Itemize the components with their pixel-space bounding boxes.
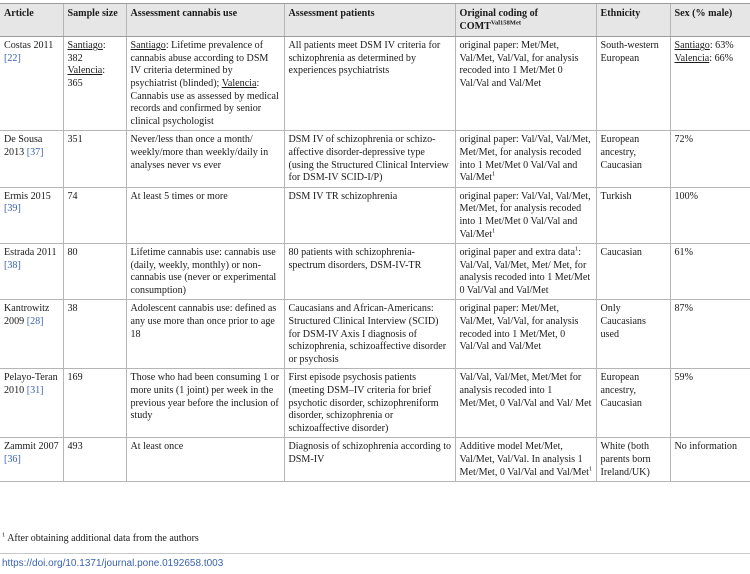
cell-sample-size [63, 37, 126, 131]
article-name: Costas 2011 [4, 40, 54, 52]
cell-assessment-patients: Caucasians and African-Americans: Structured Clinical Interview (SCID) for DSM-IV Axis I diagnosis of schizophrenia, schizoaffective disorder or psychosis [284, 300, 455, 369]
cell-article [0, 37, 63, 131]
cannabis-text: : Cannabis use as assessed by medical records and confirmed by senior clinical psychologist [130, 77, 279, 127]
cell-sex: 87% [670, 300, 750, 369]
cell-original-coding: Val/Val, Val/Met, Met/Met for analysis recoded into 1 Met/Met, 0 Val/Val and Val/ Met [455, 369, 596, 438]
cell-assessment-cannabis: At least 5 times or more [126, 187, 284, 243]
reference-link[interactable]: [38] [4, 259, 21, 271]
sex-value: : 63% [709, 40, 734, 52]
cell-assessment-cannabis: Never/less than once a month/ weekly/more than weekly/daily in analyses never vs ever [126, 131, 284, 187]
footnote-marker: 1 [574, 245, 579, 253]
reference-link[interactable]: [36] [4, 454, 21, 465]
cell-article [0, 131, 63, 187]
cell-assessment-patients: First episode psychosis patients (meeting DSM–IV criteria for brief psychotic disorder, schizophreniform disorder, schizophrenia or schizoaffective disorder) [284, 369, 455, 438]
sex-label: Santiago [674, 40, 710, 52]
cell-original-coding [455, 131, 596, 187]
table-header-row [0, 4, 750, 37]
table-row [0, 37, 750, 131]
footnote-marker: 1 [492, 227, 496, 235]
cell-ethnicity: European ancestry, Caucasian [596, 131, 670, 187]
cell-sample-size: 38 [63, 300, 126, 369]
header-ethnicity: Ethnicity [596, 4, 670, 37]
cell-sex [670, 37, 750, 131]
coding-prefix: original paper and extra data [459, 247, 575, 259]
footnote-text: After obtaining additional data from the authors [5, 533, 199, 544]
cell-sex: 61% [670, 244, 750, 300]
cell-sample-size: 80 [63, 244, 126, 300]
header-original-coding [455, 4, 596, 37]
article-name: De Sousa 2013 [4, 134, 43, 158]
header-article: Article [0, 4, 63, 37]
cell-original-coding [455, 244, 596, 300]
sample-value: : 365 [67, 65, 106, 89]
cell-sex: 59% [670, 369, 750, 438]
cell-assessment-cannabis [126, 37, 284, 131]
coding-text: : Val/Val, Val/Met, Met/ Met, for analysis recoded into 1 Met/Met 0 Val/Val and Val/Met [459, 247, 591, 296]
sample-label: Valencia [67, 65, 103, 77]
header-original-coding-text: Original coding of COMT [459, 8, 539, 32]
table-row [0, 244, 750, 300]
cell-ethnicity: South-western European [596, 37, 670, 131]
cell-assessment-cannabis: Adolescent cannabis use: defined as any use more than once prior to age 18 [126, 300, 284, 369]
header-assessment-cannabis: Assessment cannabis use [126, 4, 284, 37]
cell-sample-size: 351 [63, 131, 126, 187]
article-name: Kantrowitz 2009 [4, 303, 50, 328]
cell-ethnicity: Only Caucasians used [596, 300, 670, 369]
reference-link[interactable]: [39] [4, 203, 21, 215]
cell-assessment-patients: DSM IV TR schizophrenia [284, 187, 455, 243]
cell-article [0, 187, 63, 243]
table-row [0, 369, 750, 438]
cell-sex: 100% [670, 187, 750, 243]
article-name: Pelayo-Teran 2010 [4, 372, 58, 397]
cell-ethnicity: Caucasian [596, 244, 670, 300]
table-row [0, 187, 750, 243]
sample-value: : 382 [67, 40, 106, 64]
cell-sex: 72% [670, 131, 750, 187]
cell-assessment-cannabis: At least once [126, 438, 284, 482]
data-table [0, 3, 750, 482]
article-name: Zammit 2007 [4, 441, 59, 453]
cell-assessment-cannabis: Lifetime cannabis use: cannabis use (daily, weekly, monthly) or non-cannabis use (never or experimental consumption) [126, 244, 284, 300]
article-name: Ermis 2015 [4, 190, 51, 202]
reference-link[interactable]: [31] [26, 385, 44, 397]
cell-ethnicity: Turkish [596, 187, 670, 243]
cell-article [0, 244, 63, 300]
sample-label: Santiago [67, 40, 103, 52]
sex-value: : 66% [709, 52, 734, 64]
footnote-marker: 1 [588, 465, 593, 473]
cell-assessment-patients: DSM IV of schizophrenia or schizo-affective disorder-depressive type (using the Structured Clinical Interview for DSM-IV SCID-I/P) [284, 131, 455, 187]
header-sex: Sex (% male) [670, 4, 750, 37]
cohort-label: Valencia [221, 77, 257, 89]
cell-sex: No information [670, 438, 750, 482]
table-row [0, 300, 750, 369]
header-sample-size: Sample size [63, 4, 126, 37]
cell-article [0, 300, 63, 369]
reference-link[interactable]: [22] [4, 52, 21, 64]
cell-assessment-patients: All patients meet DSM IV criteria for schizophrenia as determined by experiences psychiatrists [284, 37, 455, 131]
cannabis-text: : Lifetime prevalence of cannabis abuse according to DSM IV criteria determined by psychiatrist (blinded); [130, 40, 269, 89]
cell-original-coding [455, 438, 596, 482]
cell-ethnicity: White (both parents born Ireland/UK) [596, 438, 670, 482]
cohort-label: Santiago [130, 40, 166, 52]
table-row [0, 131, 750, 187]
cell-assessment-patients: Diagnosis of schizophrenia according to DSM-IV [284, 438, 455, 482]
footnote-marker: 1 [492, 170, 496, 178]
cell-sample-size: 493 [63, 438, 126, 482]
sex-label: Valencia [674, 52, 710, 64]
cell-ethnicity: European ancestry, Caucasian [596, 369, 670, 438]
doi-bar [0, 553, 750, 574]
cell-assessment-patients: 80 patients with schizophrenia-spectrum disorders, DSM-IV-TR [284, 244, 455, 300]
article-name: Estrada 2011 [4, 247, 57, 259]
doi-link[interactable]: https://doi.org/10.1371/journal.pone.0192658.t003 [2, 558, 224, 569]
coding-text: Additive model Met/Met, Val/Met, Val/Val. In analysis 1 Met/Met, 0 Val/Val and Val/Met [459, 441, 589, 478]
cell-original-coding: original paper: Met/Met, Val/Met, Val/Val, for analysis recoded into 1 Met/Met 0 Val/Val and Val/Met [455, 37, 596, 131]
reference-link[interactable]: [37] [26, 146, 44, 158]
cell-sample-size: 74 [63, 187, 126, 243]
cell-original-coding: original paper: Met/Met, Val/Met, Val/Val, for analysis recoded into 1 Met/Met, 0 Val/Val and Val/Met [455, 300, 596, 369]
cell-sample-size: 169 [63, 369, 126, 438]
header-original-coding-sup: Val158Met [490, 19, 521, 27]
footnote-marker: 1 [2, 531, 6, 539]
cell-assessment-cannabis: Those who had been consuming 1 or more units (1 joint) per week in the previous year before the inclusion of study [126, 369, 284, 438]
coding-text: original paper: Val/Val, Val/Met, Met/Met, for analysis recoded into 1 Met/Met 0 Val/Val and Val/Met [459, 134, 591, 184]
header-assessment-patients: Assessment patients [284, 4, 455, 37]
cell-article [0, 369, 63, 438]
cell-article [0, 438, 63, 482]
cell-original-coding [455, 187, 596, 243]
table-footnote [0, 533, 750, 545]
reference-link[interactable]: [28] [26, 316, 44, 328]
table-row [0, 438, 750, 482]
coding-text: original paper: Val/Val, Val/Met, Met/Met, for analysis recoded into 1 Met/Met 0 Val/Val and Val/Met [459, 190, 591, 240]
